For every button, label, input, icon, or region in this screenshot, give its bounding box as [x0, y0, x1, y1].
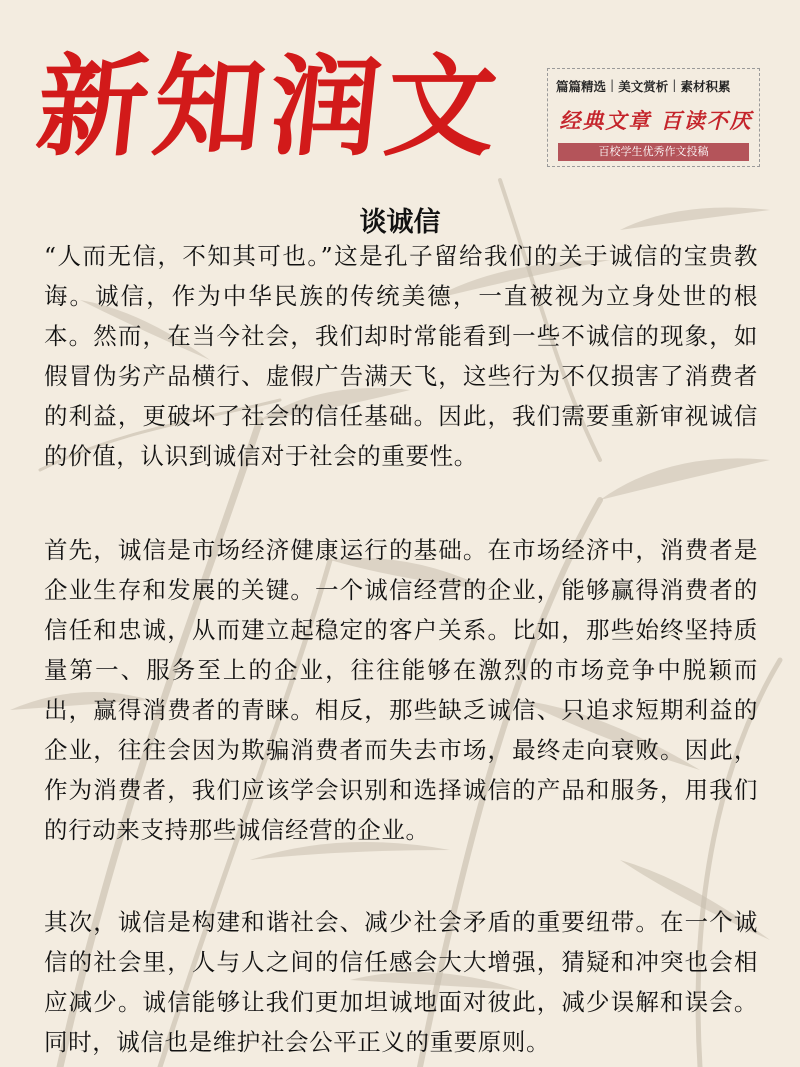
- banner-slogan: 经典文章 百读不厌: [559, 108, 753, 133]
- article-title: 谈诚信: [359, 207, 441, 238]
- banner-tag: 篇篇精选: [556, 79, 607, 94]
- masthead-banner: [547, 68, 760, 167]
- article-paragraph: “人而无信，不知其可也。”这是孔子留给我们的关于诚信的宝贵教诲。诚信，作为中华民族的传统美德，一直被视为立身处世的根本。然而，在当今社会，我们却时常能看到一些不诚信的现象，如假冒伪劣产品横行、虚假广告满天飞，这些行为不仅损害了消费者的利益，更破坏了社会的信任基础。因此，我们需要重新审视诚信的价值，认识到诚信对于社会的重要性。: [44, 242, 758, 470]
- tag-separator: |: [672, 77, 677, 92]
- banner-tag: 素材积累: [680, 79, 731, 94]
- banner-strip: 百校学生优秀作文投稿: [558, 143, 749, 161]
- masthead-title: 新知润文: [31, 42, 509, 171]
- article-paragraph: 其次，诚信是构建和谐社会、减少社会矛盾的重要纽带。在一个诚信的社会里，人与人之间的信任感会大大增强，猜疑和冲突也会相应减少。诚信能够让我们更加坦诚地面对彼此，减少误解和误会。同时，诚信也是维护社会公平正义的重要原则。: [44, 908, 758, 1056]
- banner-tag: 美文赏析: [618, 79, 669, 94]
- banner-tags: [556, 77, 756, 95]
- article-paragraph: 首先，诚信是市场经济健康运行的基础。在市场经济中，消费者是企业生存和发展的关键。一个诚信经营的企业，能够赢得消费者的信任和忠诚，从而建立起稳定的客户关系。比如，那些始终坚持质量第一、服务至上的企业，往往能够在激烈的市场竞争中脱颖而出，赢得消费者的青睐。相反，那些缺乏诚信、只追求短期利益的企业，往往会因为欺骗消费者而失去市场，最终走向衰败。因此，作为消费者，我们应该学会识别和选择诚信的产品和服务，用我们的行动来支持那些诚信经营的企业。: [44, 536, 758, 844]
- tag-separator: |: [610, 77, 615, 92]
